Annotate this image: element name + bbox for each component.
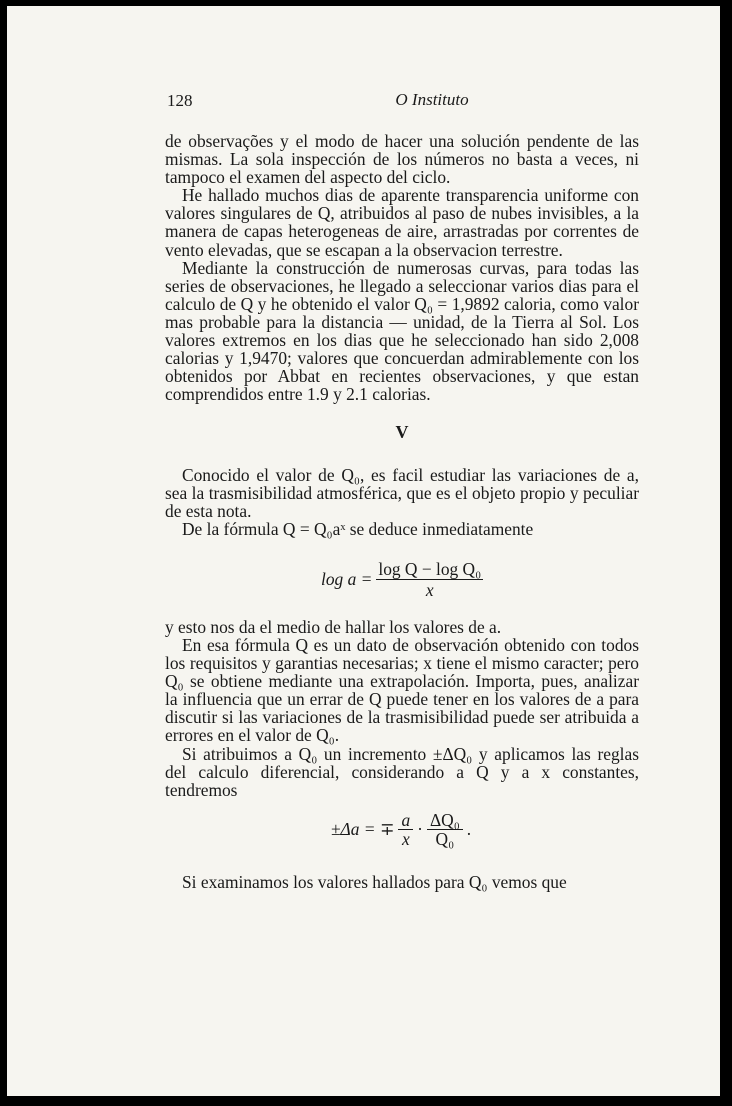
formula2-end: . <box>466 819 472 840</box>
formula2-dot: · <box>417 819 423 840</box>
formula2-den-q: Q₀ <box>435 828 455 849</box>
formula-delta-a <box>165 805 639 855</box>
paragraph: He hallado muchos dias de aparente transparencia uniforme con valores singulares de Q, atribuidos al paso de nubes invisibles, a la manera de capas heterogeneas de aire, arrastradas por correntes de vento elevadas, que se escapan a la observacion terrestre. <box>165 185 639 260</box>
paragraph: Mediante la construcción de numerosas curvas, para todas las series de observaciones, he llegado a seleccionar varios dias para el calculo de Q y he obtenido el valor Q₀ = 1,9892 caloria, como valor mas probable para la distancia — unidad, de la Tierra al Sol. Los valores extremos en los dias que he seleccionado han sido 2,008 calorias y 1,9470; valores que concuerdan admirablemente con los obtenidos por Abbat en recientes observaciones, y que estan comprendidos entre 1.9 y 2.1 calorias. <box>165 257 639 405</box>
formula2-num-a: a <box>398 811 413 830</box>
paragraph: Si atribuimos a Q₀ un incremento ±ΔQ₀ y aplicamos las reglas del calculo diferencial, considerando a Q y a x constantes, tendremos <box>165 743 639 800</box>
page-number: 128 <box>167 91 193 110</box>
book-page <box>7 6 720 1096</box>
formula-denominator: x <box>425 579 434 600</box>
section-heading: V <box>395 422 409 443</box>
page-body <box>165 132 639 891</box>
formula2-fraction-a-x <box>398 811 413 848</box>
formula-lhs: log a = <box>321 569 373 590</box>
formula2-num-dq: ΔQ₀ <box>427 811 463 830</box>
running-title: O Instituto <box>395 90 469 109</box>
formula-numerator: log Q − log Q₀ <box>378 558 482 579</box>
paragraph: de observações y el modo de hacer una solución pendente de las mismas. La sola inspección de los números no basta a veces, ni tampoco el examen del aspecto del ciclo. <box>165 131 639 188</box>
page-header <box>165 87 639 111</box>
paragraph: En esa fórmula Q es un dato de observación obtenido con todos los requisitos y garantias necesarias; x tiene el mismo caracter; pero Q₀ se obtiene mediante una extrapolación. Importa, pues, analizar la influencia que un errar de Q puede tener en los valores de a para discutir si las variaciones de la trasmisibilidad puede ser atribuida a errores en el valor de Q₀. <box>165 634 639 746</box>
paragraph: De la fórmula Q = Q₀aˣ se deduce inmediatamente <box>182 518 534 539</box>
formula2-den-x: x <box>401 828 410 849</box>
paragraph: y esto nos da el medio de hallar los valores de a. <box>165 616 502 637</box>
formula-log-a <box>165 550 639 608</box>
formula2-lhs: ±Δa = ∓ <box>331 819 395 840</box>
formula2-fraction-dq <box>427 811 463 848</box>
paragraph: Conocido el valor de Q₀, es facil estudiar las variaciones de a, sea la trasmisibilidad atmosférica, que es el objeto propio y peculiar de esta nota. <box>165 464 639 521</box>
paragraph: Si examinamos los valores hallados para Q₀ vemos que <box>182 871 567 892</box>
formula-fraction <box>376 560 483 599</box>
